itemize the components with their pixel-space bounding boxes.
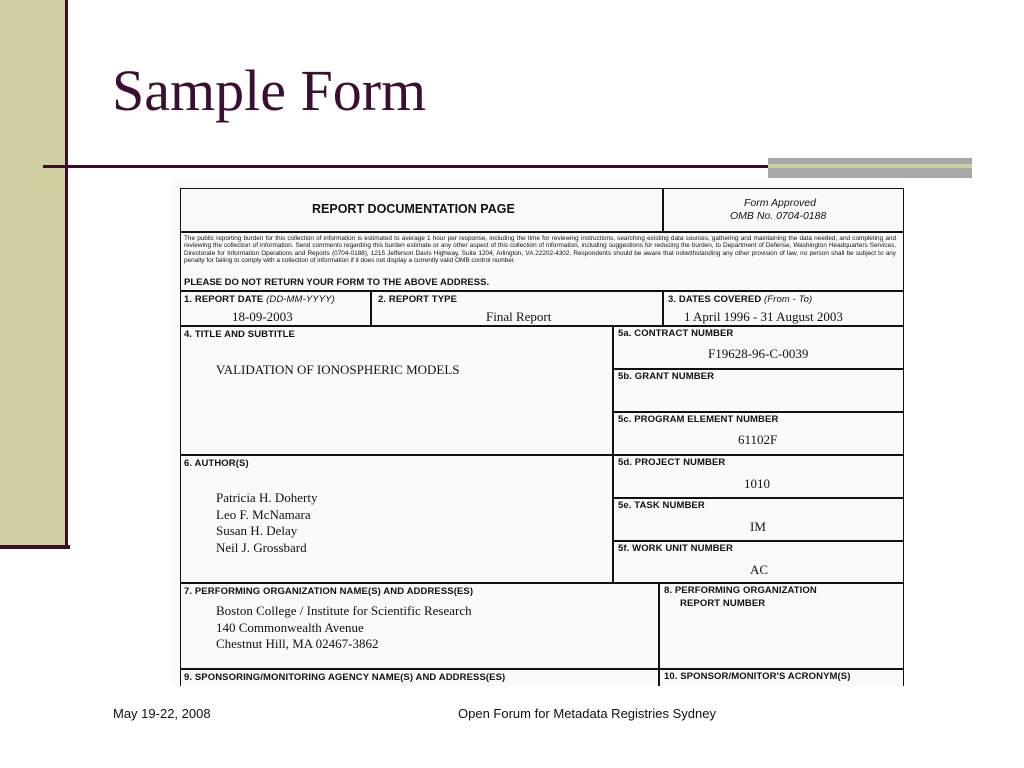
program-element-label: 5c. PROGRAM ELEMENT NUMBER — [618, 414, 779, 425]
author-item: Leo F. McNamara — [216, 506, 311, 522]
report-documentation-form — [172, 180, 904, 686]
authors-label: 6. AUTHOR(S) — [184, 458, 249, 469]
performing-org-label: 7. PERFORMING ORGANIZATION NAME(S) AND ADDRESS(ES) — [184, 586, 474, 597]
work-unit-label: 5f. WORK UNIT NUMBER — [618, 543, 733, 554]
title-subtitle-cell — [180, 325, 614, 456]
accent-stripe — [768, 164, 972, 168]
footer-date: May 19-22, 2008 — [113, 706, 211, 721]
performing-report-number-label2: REPORT NUMBER — [680, 598, 766, 609]
performing-org-address — [216, 603, 472, 653]
do-not-return-notice: PLEASE DO NOT RETURN YOUR FORM TO THE ABOVE ADDRESS. — [184, 277, 490, 288]
performing-report-number-label1: 8. PERFORMING ORGANIZATION — [664, 585, 817, 596]
slide-title: Sample Form — [112, 58, 427, 123]
report-date-label: 1. REPORT DATE (DD-MM-YYYY) — [184, 294, 335, 305]
authors-list — [216, 490, 317, 556]
task-number-value: IM — [750, 519, 766, 534]
contract-number-value: F19628-96-C-0039 — [708, 346, 809, 361]
author-item: Patricia H. Doherty — [216, 490, 318, 505]
left-bar-underline — [0, 545, 70, 549]
program-element-value: 61102F — [738, 432, 778, 447]
project-number-label: 5d. PROJECT NUMBER — [618, 457, 726, 468]
report-type-value: Final Report — [486, 309, 552, 324]
report-type-label: 2. REPORT TYPE — [378, 294, 458, 305]
address-line: Chestnut Hill, MA 02467-3862 — [216, 636, 379, 651]
title-subtitle-label: 4. TITLE AND SUBTITLE — [184, 329, 295, 340]
form-title: REPORT DOCUMENTATION PAGE — [312, 202, 515, 216]
author-item: Susan H. Delay — [216, 523, 298, 538]
sponsoring-agency-label: 9. SPONSORING/MONITORING AGENCY NAME(S) AND ADDRESS(ES) — [184, 672, 506, 683]
form-approved-line2: OMB No. 0704-0188 — [730, 210, 827, 222]
title-rule — [43, 165, 771, 168]
project-number-value: 1010 — [744, 476, 770, 491]
sponsor-acronym-label: 10. SPONSOR/MONITOR'S ACRONYM(S) — [664, 671, 851, 682]
address-line: Boston College / Institute for Scientific Research — [216, 603, 472, 618]
contract-number-label: 5a. CONTRACT NUMBER — [618, 328, 734, 339]
report-date-value: 18-09-2003 — [232, 309, 293, 324]
footer-event: Open Forum for Metadata Registries Sydney — [458, 706, 716, 721]
form-approved-line1: Form Approved — [744, 197, 816, 209]
task-number-label: 5e. TASK NUMBER — [618, 500, 705, 511]
accent-block — [768, 158, 972, 178]
title-subtitle-value: VALIDATION OF IONOSPHERIC MODELS — [216, 362, 460, 377]
dates-covered-label: 3. DATES COVERED (From - To) — [668, 294, 813, 305]
burden-notice: The public reporting burden for this collection of information is estimated to average 1 hour per response, including the time for reviewing instructions, searching existing data sources, gathering and maintaining the data needed, and completing and reviewing the collection of information. Send comments regarding this burden estimate or any other aspect of this collection of information, including suggestions for reducing the burden, to Department of Defense, Washington Headquarters Services, Directorate for Information Operations and Reports (0704-0188), 1215 Jefferson Davis Highway, Suite 1204, Arlington, VA 22202-4302. Respondents should be aware that notwithstanding any other provision of law, no person shall be subject to any penalty for failing to comply with a collection of information if it does not display a currently valid OMB control number. — [184, 235, 896, 265]
grant-number-label: 5b. GRANT NUMBER — [618, 371, 715, 382]
dates-covered-value: 1 April 1996 - 31 August 2003 — [684, 309, 843, 324]
left-decorative-bar — [0, 0, 68, 545]
author-item: Neil J. Grossbard — [216, 539, 307, 555]
work-unit-value: AC — [750, 562, 769, 577]
address-line: 140 Commonwealth Avenue — [216, 619, 364, 635]
